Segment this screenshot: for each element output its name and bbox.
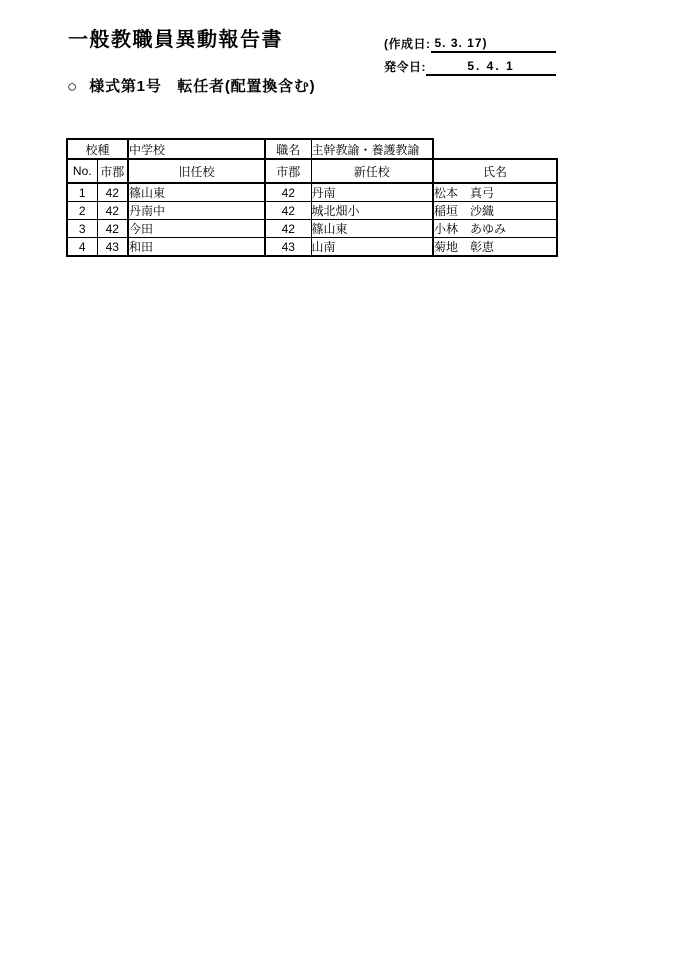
cell-no: 1 [67, 183, 97, 202]
cell-name: 小林 あゆみ [433, 220, 557, 238]
issued-date-label: 発令日: [384, 60, 426, 74]
cell-old-school: 和田 [128, 238, 265, 257]
form-subtitle-row [67, 77, 315, 97]
cell-old-city: 42 [97, 202, 128, 220]
created-date-row [384, 36, 556, 53]
page-title: 一般教職員異動報告書 [68, 29, 283, 51]
job-title-value-cell: 主幹教諭・養護教諭 [311, 139, 433, 159]
cell-old-school: 今田 [128, 220, 265, 238]
cell-new-city: 42 [265, 183, 311, 202]
cell-new-school: 篠山東 [311, 220, 433, 238]
created-date-label: (作成日: [384, 37, 431, 51]
cell-name: 松本 真弓 [433, 183, 557, 202]
table-row [67, 202, 557, 220]
col-header-old-city: 市郡 [97, 159, 128, 183]
circle-marker-icon: ○ [67, 77, 78, 96]
table-row [67, 238, 557, 257]
form-subtitle: 様式第1号 転任者(配置換含む) [89, 78, 316, 95]
cell-name: 菊地 彰恵 [433, 238, 557, 257]
cell-new-city: 42 [265, 202, 311, 220]
issued-date-value: 5. 4. 1 [426, 59, 556, 76]
cell-old-city: 42 [97, 220, 128, 238]
table-row [67, 220, 557, 238]
table-meta-row [67, 139, 557, 159]
school-type-label-cell: 校種 [67, 139, 128, 159]
cell-new-city: 43 [265, 238, 311, 257]
transfer-table [66, 138, 558, 257]
col-header-new-school: 新任校 [311, 159, 433, 183]
cell-no: 4 [67, 238, 97, 257]
cell-new-school: 丹南 [311, 183, 433, 202]
cell-no: 2 [67, 202, 97, 220]
school-type-value-cell: 中学校 [128, 139, 265, 159]
cell-old-school: 丹南中 [128, 202, 265, 220]
cell-no: 3 [67, 220, 97, 238]
table-row [67, 183, 557, 202]
col-header-old-school: 旧任校 [128, 159, 265, 183]
table-header-row [67, 159, 557, 183]
date-block [384, 36, 556, 82]
cell-old-school: 篠山東 [128, 183, 265, 202]
job-title-label-cell: 職名 [265, 139, 311, 159]
col-header-no: No. [67, 159, 97, 183]
cell-new-city: 42 [265, 220, 311, 238]
created-date-value: 5. 3. 17) [431, 36, 557, 53]
cell-new-school: 城北畑小 [311, 202, 433, 220]
cell-old-city: 42 [97, 183, 128, 202]
cell-old-city: 43 [97, 238, 128, 257]
cell-new-school: 山南 [311, 238, 433, 257]
cell-name: 稲垣 沙織 [433, 202, 557, 220]
issued-date-row [384, 59, 556, 76]
meta-row-spacer [433, 139, 557, 159]
col-header-new-city: 市郡 [265, 159, 311, 183]
col-header-name: 氏名 [433, 159, 557, 183]
